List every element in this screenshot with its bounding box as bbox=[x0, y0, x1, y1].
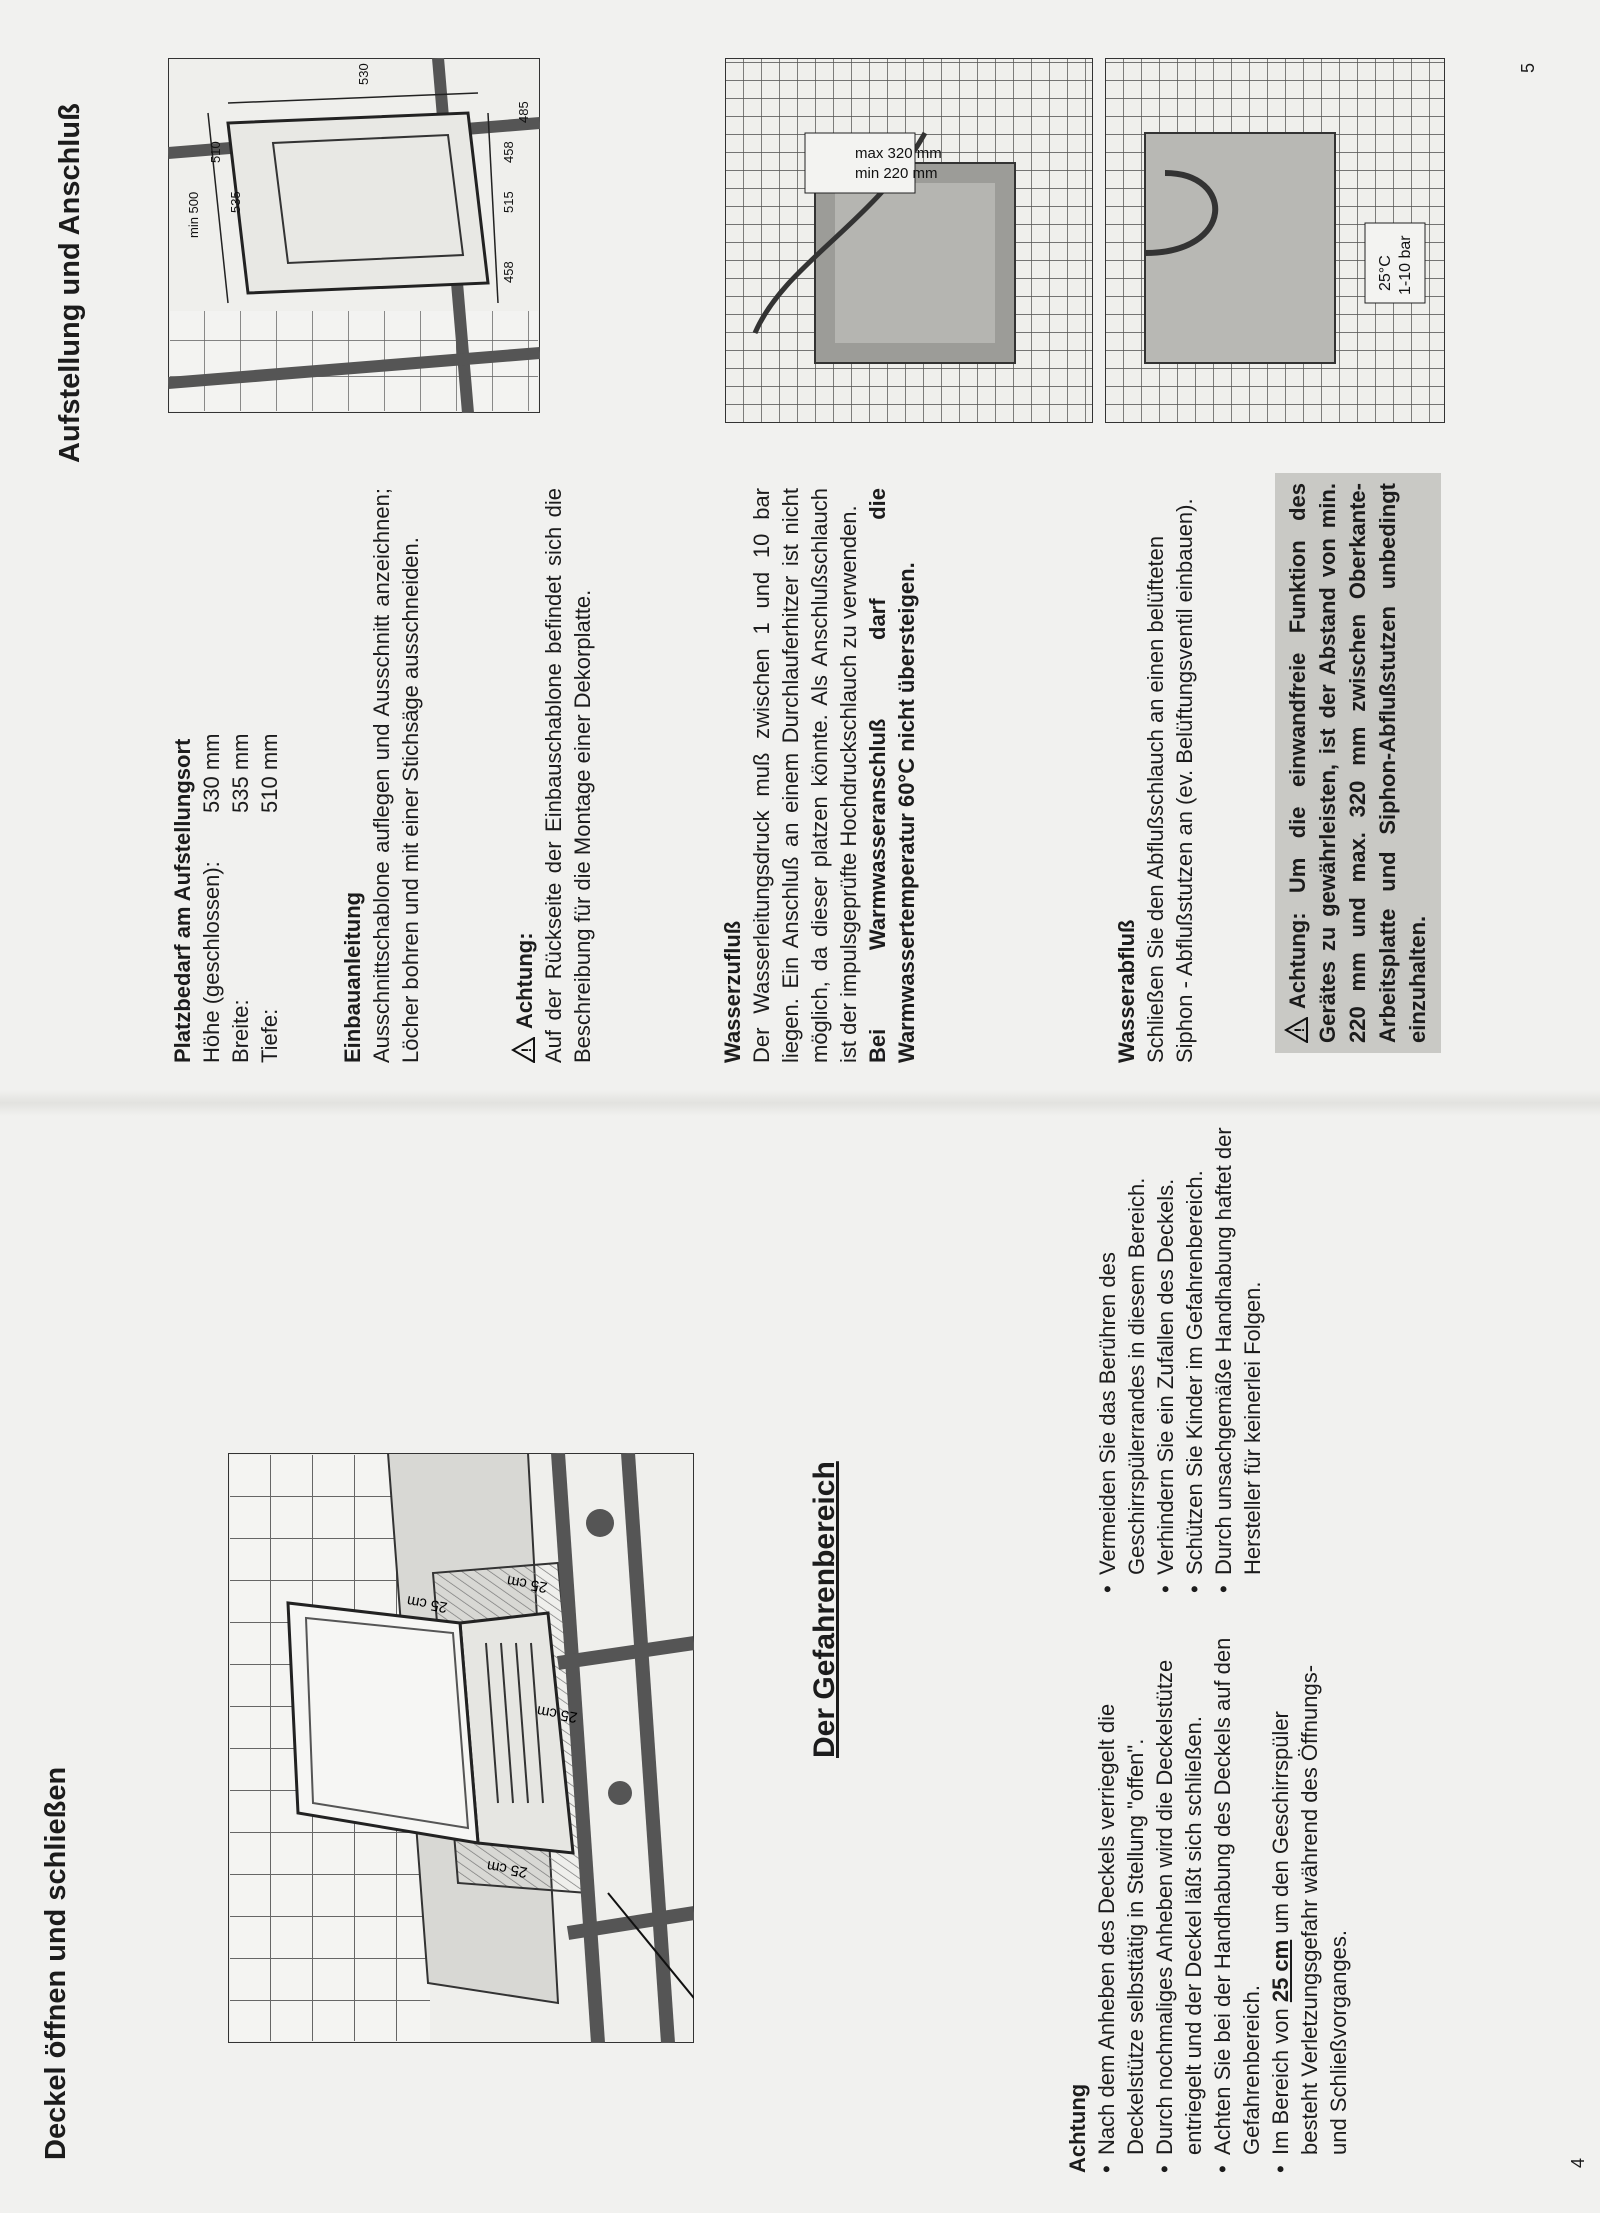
wasserzufluss-warning: Bei Warmwasseranschluß darf die Warmwassertemperatur 60°C nicht übersteigen. bbox=[865, 488, 919, 1063]
temperature-label: 25°C bbox=[1377, 255, 1394, 291]
wasserabfluss-section bbox=[1112, 488, 1199, 1063]
figure-label: Der Gefahrenbereich bbox=[808, 1461, 841, 1758]
dim-label: 485 bbox=[516, 101, 531, 123]
achtung-left-column bbox=[1063, 1633, 1353, 2173]
water-drain-illustration bbox=[1105, 58, 1445, 423]
spec-label: Tiefe: bbox=[257, 1008, 282, 1063]
spec-label: Höhe (geschlossen): bbox=[199, 861, 224, 1063]
water-inlet-illustration bbox=[725, 58, 1093, 423]
list-item: • Schützen Sie Kinder im Gefahrenbereich. bbox=[1180, 1083, 1209, 1593]
bullet-25-pre: Im Bereich von bbox=[1268, 2002, 1293, 2155]
einbau-heading: Einbauanleitung bbox=[340, 891, 365, 1063]
dishwasher-danger-illustration bbox=[228, 1453, 694, 2043]
figure-dimension-label: 25 cm bbox=[505, 1571, 549, 1596]
left-page-title: Deckel öffnen und schließen bbox=[40, 1766, 72, 2160]
list-item: • Vermeiden Sie das Berühren des Geschirrspülerrandes in diesem Bereich. bbox=[1093, 1083, 1151, 1593]
spec-label: Breite: bbox=[228, 999, 253, 1063]
svg-text:!: ! bbox=[518, 1047, 534, 1053]
dim-label: 530 bbox=[356, 63, 371, 85]
achtung-right-column bbox=[1093, 1083, 1267, 1593]
dishwasher-dimension-illustration bbox=[168, 58, 540, 413]
list-item: • Achten Sie bei der Handhabung des Deckels auf den Gefahrenbereich. bbox=[1208, 1633, 1266, 2173]
wasserabfluss-heading: Wasserabfluß bbox=[1114, 919, 1139, 1063]
achtung-list-left bbox=[1092, 1633, 1353, 2173]
wasserzufluss-heading: Wasserzufluß bbox=[720, 920, 745, 1063]
warning-icon bbox=[1284, 1017, 1308, 1043]
einbau-text: Ausschnittschablone auflegen und Ausschnitt anzeichnen; Löcher bohren und mit einer Stichsäge ausschneiden. bbox=[369, 488, 423, 1063]
dim-label: 515 bbox=[501, 191, 516, 213]
bullet-25-value: 25 cm bbox=[1268, 1939, 1293, 2003]
spec-table bbox=[197, 493, 284, 1063]
installation-dimensions-figure bbox=[168, 58, 540, 413]
dim-label: 535 bbox=[228, 191, 243, 213]
danger-zone-figure bbox=[228, 1453, 694, 2043]
list-item bbox=[1266, 1633, 1353, 2173]
dim-label: min 500 bbox=[186, 191, 201, 238]
pressure-label: 1-10 bar bbox=[1397, 235, 1414, 295]
dim-label: 458 bbox=[501, 261, 516, 283]
achtung-siphon-text: Um die einwandfreie Funktion des Gerätes zu gewährleisten, ist der Abstand von min. 220 mm und max. 320 mm zwischen Oberkante-Arbeitsplatte und Siphon-Abflußstutzen unbedingt einzuhalten. bbox=[1285, 483, 1430, 1043]
max-distance-label: max 320 mm bbox=[855, 145, 942, 162]
figure-dimension-label: 25 cm bbox=[405, 1591, 449, 1616]
achtung-dekor-text: Auf der Rückseite der Einbauschablone befindet sich die Beschreibung für die Montage einer Dekorplatte. bbox=[541, 488, 595, 1063]
platzbedarf-section bbox=[168, 493, 284, 1063]
dim-label: 510 bbox=[208, 141, 223, 163]
dim-label: 458 bbox=[501, 141, 516, 163]
water-inlet-figure bbox=[725, 58, 1093, 423]
min-distance-label: min 220 mm bbox=[855, 165, 938, 182]
einbau-section bbox=[338, 488, 425, 1063]
list-item: • Nach dem Anheben des Deckels verriegelt die Deckelstütze selbsttätig in Stellung "offen". bbox=[1092, 1633, 1150, 2173]
left-page-number: 4 bbox=[1568, 2157, 1588, 2168]
figure-dimension-label: 25 cm bbox=[535, 1701, 579, 1726]
achtung-heading: Achtung bbox=[1065, 2083, 1090, 2173]
achtung-dekor-heading: ! Achtung: bbox=[510, 488, 539, 1063]
spec-value: 510 mm bbox=[257, 733, 282, 813]
warning-icon bbox=[511, 1037, 535, 1063]
wasserzufluss-text: Der Wasserleitungsdruck muß zwischen 1 und 10 bar liegen. Ein Anschluß an einem Durchlauferhitzer ist nicht möglich, da dieser platzen könnte. Als Anschlußschlauch ist der impulsgeprüfte Hochdruckschlauch zu verwenden. bbox=[749, 488, 861, 1063]
achtung-dekor-section bbox=[510, 488, 597, 1063]
water-drain-figure bbox=[1105, 58, 1445, 423]
list-item: • Durch nochmaliges Anheben wird die Deckelstütze entriegelt und der Deckel läßt sich schließen. bbox=[1150, 1633, 1208, 2173]
list-item: • Verhindern Sie ein Zufallen des Deckels. bbox=[1151, 1083, 1180, 1593]
achtung-siphon-heading: ! Achtung: bbox=[1285, 912, 1310, 1043]
achtung-siphon-box bbox=[1275, 473, 1441, 1053]
spec-value: 530 mm bbox=[199, 733, 224, 813]
right-page-number: 5 bbox=[1518, 62, 1538, 73]
bullet-25-post: um den Geschirrspüler besteht Verletzungsgefahr während des Öffnungs- und Schließvorganges. bbox=[1268, 1664, 1351, 2155]
list-item: • Durch unsachgemäße Handhabung haftet der Hersteller für keinerlei Folgen. bbox=[1209, 1083, 1267, 1593]
achtung-list-right bbox=[1093, 1083, 1267, 1593]
wasserzufluss-section bbox=[718, 488, 921, 1063]
wasserabfluss-text: Schließen Sie den Abflußschlauch an einen belüfteten Siphon - Abflußstutzen an (ev. Belüftungsventil einbauen). bbox=[1143, 498, 1197, 1063]
figure-dimension-label: 25 cm bbox=[485, 1856, 529, 1881]
right-page-title: Aufstellung und Anschluß bbox=[54, 103, 86, 463]
platzbedarf-heading: Platzbedarf am Aufstellungsort bbox=[170, 738, 195, 1063]
spec-value: 535 mm bbox=[228, 733, 253, 813]
svg-text:!: ! bbox=[1291, 1027, 1307, 1033]
